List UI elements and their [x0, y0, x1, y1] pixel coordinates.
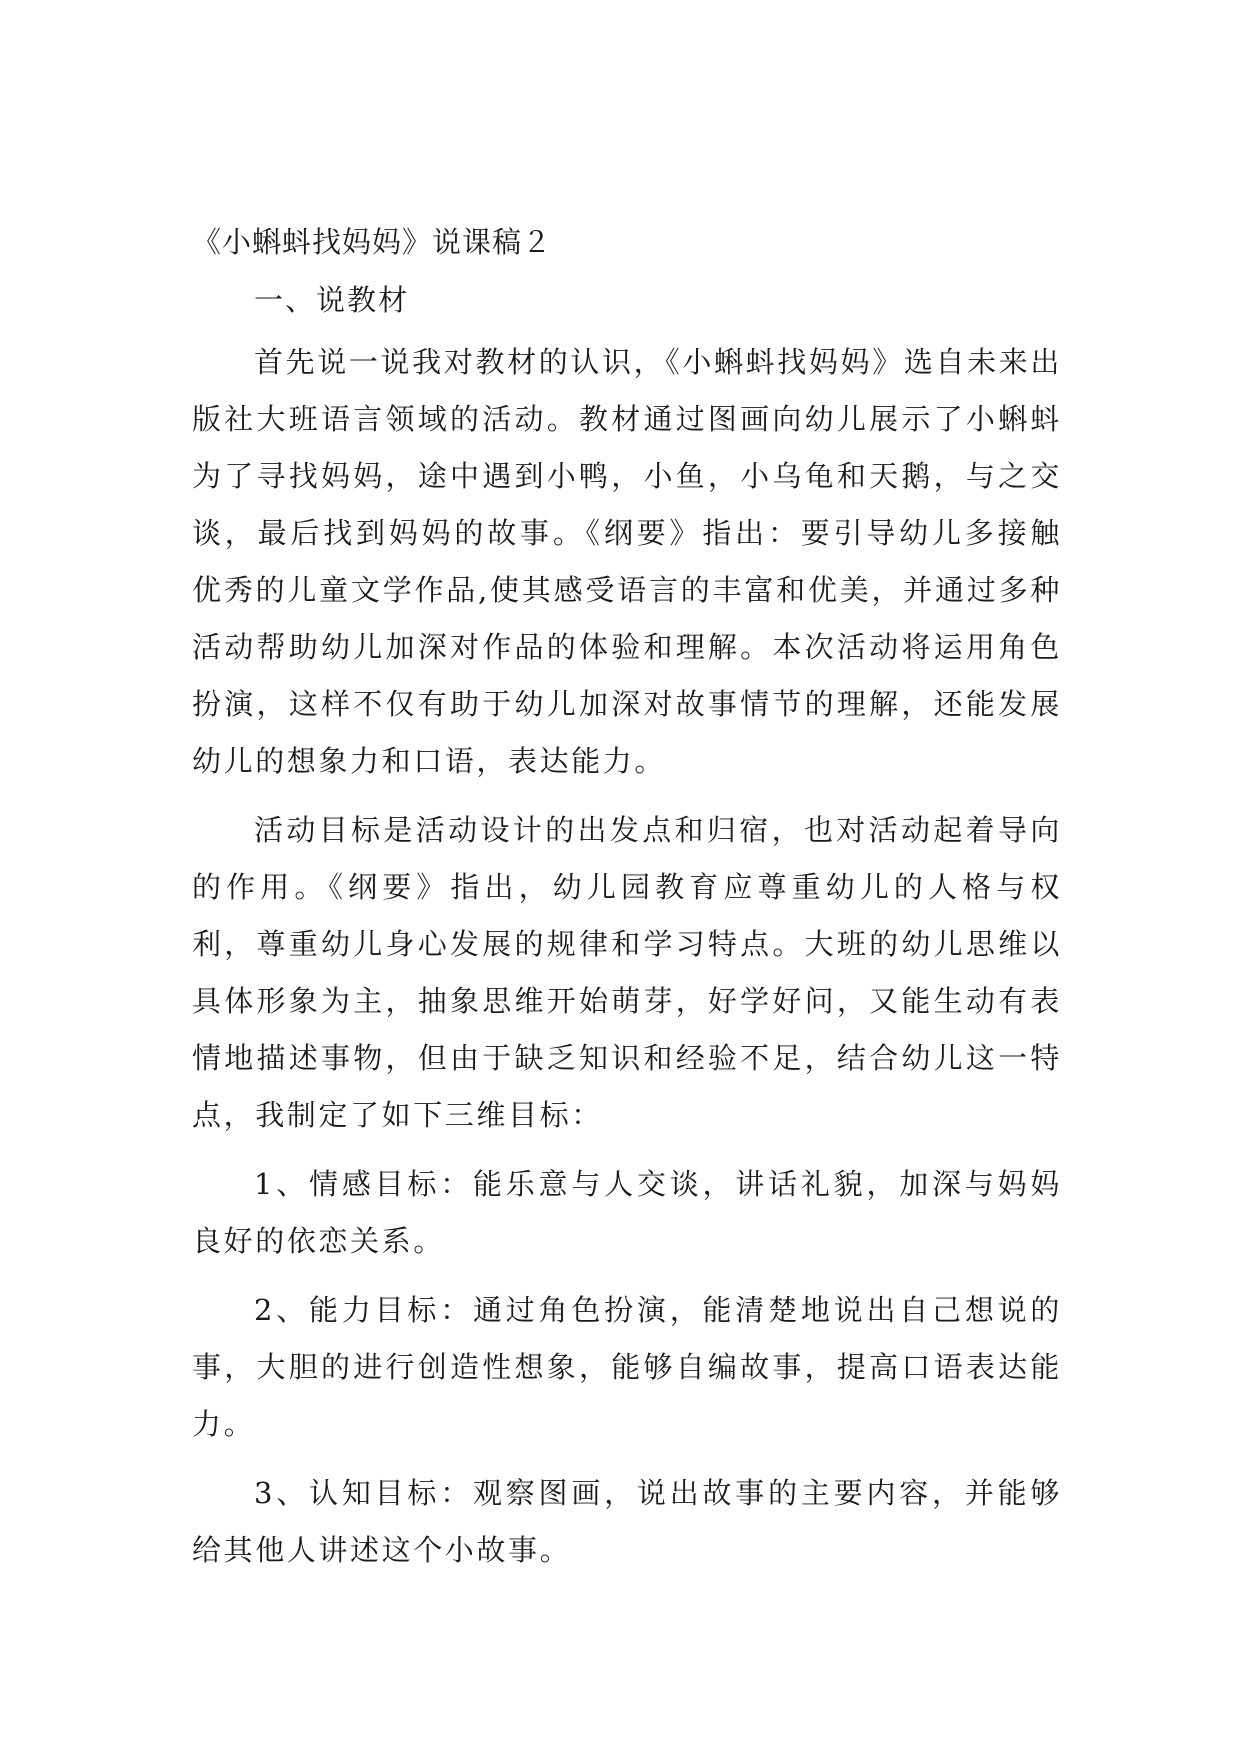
paragraph-activity-goals: 活动目标是活动设计的出发点和归宿，也对活动起着导向的作用。《纲要》指出，幼儿园教育应尊重幼儿的人格与权利，尊重幼儿身心发展的规律和学习特点。大班的幼儿思维以具体形象为主，抽象思维开始萌芽，好学好问，又能生动有表情地描述事物，但由于缺乏知识和经验不足，结合幼儿这一特点，我制定了如下三维目标：	[192, 813, 1062, 1132]
section-heading: 一、说教材	[254, 283, 410, 317]
document-body	[192, 334, 1062, 1591]
paragraph-textbook-intro: 首先说一说我对教材的认识，《小蝌蚪找妈妈》选自未来出版社大班语言领域的活动。教材通过图画向幼儿展示了小蝌蚪为了寻找妈妈，途中遇到小鸭，小鱼，小乌龟和天鹅，与之交谈，最后找到妈妈的故事。《纲要》指出：要引导幼儿多接触优秀的儿童文学作品,使其感受语言的丰富和优美，并通过多种活动帮助幼儿加深对作品的体验和理解。本次活动将运用角色扮演，这样不仅有助于幼儿加深对故事情节的理解，还能发展幼儿的想象力和口语，表达能力。	[192, 345, 1062, 778]
paragraph-ability-goal: 2、能力目标：通过角色扮演，能清楚地说出自己想说的事，大胆的进行创造性想象，能够自编故事，提高口语表达能力。	[192, 1293, 1062, 1441]
paragraph-cognitive-goal: 3、认知目标：观察图画，说出故事的主要内容，并能够给其他人讲述这个小故事。	[192, 1476, 1062, 1567]
paragraph-emotion-goal: 1、情感目标：能乐意与人交谈，讲话礼貌，加深与妈妈良好的依恋关系。	[192, 1167, 1062, 1258]
document-title: 《小蝌蚪找妈妈》说课稿２	[192, 225, 553, 259]
